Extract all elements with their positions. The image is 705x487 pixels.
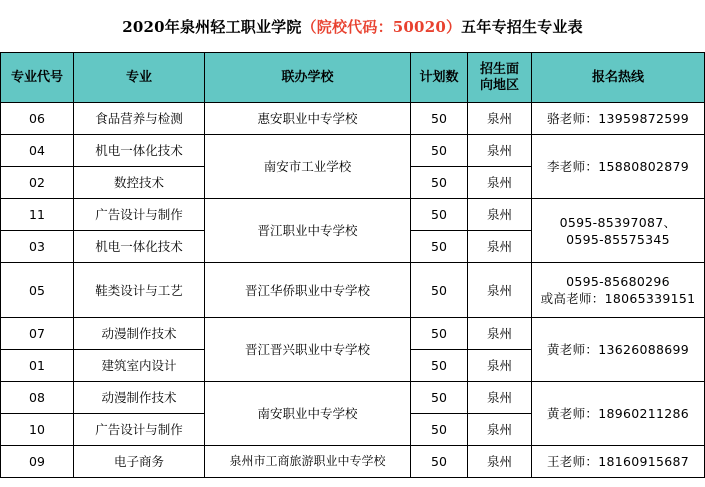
row-area: 泉州	[468, 350, 532, 382]
row-area: 泉州	[468, 199, 532, 231]
row-plan: 50	[411, 382, 468, 414]
row-school: 南安市工业学校	[205, 135, 411, 199]
row-area: 泉州	[468, 414, 532, 446]
row-major: 建筑室内设计	[74, 350, 205, 382]
row-code: 07	[1, 318, 74, 350]
header-plan: 计划数	[411, 53, 468, 103]
row-major: 鞋类设计与工艺	[74, 263, 205, 318]
hotline-line: 0595-85575345	[566, 231, 670, 247]
table-row	[1, 103, 705, 135]
row-school: 晋江华侨职业中专学校	[205, 263, 411, 318]
row-area: 泉州	[468, 231, 532, 263]
header-school: 联办学校	[205, 53, 411, 103]
table-row	[1, 382, 705, 414]
row-plan: 50	[411, 263, 468, 318]
row-hotline: 黄老师：18960211286	[532, 382, 705, 446]
row-plan: 50	[411, 350, 468, 382]
hotline-line: 0595-85680296	[566, 274, 670, 289]
row-code: 04	[1, 135, 74, 167]
row-major: 食品营养与检测	[74, 103, 205, 135]
row-major: 动漫制作技术	[74, 382, 205, 414]
table-row	[1, 199, 705, 231]
title-prefix: 2020年泉州轻工职业学院	[122, 17, 302, 36]
table-row	[1, 263, 705, 318]
row-code: 01	[1, 350, 74, 382]
row-hotline: 王老师：18160915687	[532, 446, 705, 478]
row-hotline	[532, 199, 705, 263]
page-title	[0, 0, 705, 52]
row-code: 10	[1, 414, 74, 446]
row-school: 惠安职业中专学校	[205, 103, 411, 135]
row-plan: 50	[411, 199, 468, 231]
header-major: 专业	[74, 53, 205, 103]
hotline-line: 或高老师：18065339151	[540, 291, 696, 306]
row-major: 机电一体化技术	[74, 135, 205, 167]
row-major: 机电一体化技术	[74, 231, 205, 263]
row-area: 泉州	[468, 446, 532, 478]
row-plan: 50	[411, 135, 468, 167]
row-school: 晋江职业中专学校	[205, 199, 411, 263]
row-hotline	[532, 263, 705, 318]
row-area: 泉州	[468, 263, 532, 318]
row-code: 03	[1, 231, 74, 263]
row-code: 09	[1, 446, 74, 478]
row-plan: 50	[411, 446, 468, 478]
row-area: 泉州	[468, 135, 532, 167]
row-major: 电子商务	[74, 446, 205, 478]
row-code: 05	[1, 263, 74, 318]
row-major: 广告设计与制作	[74, 414, 205, 446]
title-suffix: 五年专招生专业表	[461, 17, 583, 36]
row-area: 泉州	[468, 382, 532, 414]
row-school: 泉州市工商旅游职业中专学校	[205, 446, 411, 478]
table-header-row	[1, 53, 705, 103]
row-plan: 50	[411, 414, 468, 446]
row-area: 泉州	[468, 167, 532, 199]
row-area: 泉州	[468, 103, 532, 135]
row-code: 08	[1, 382, 74, 414]
row-hotline: 骆老师：13959872599	[532, 103, 705, 135]
row-code: 02	[1, 167, 74, 199]
row-school: 晋江晋兴职业中专学校	[205, 318, 411, 382]
row-plan: 50	[411, 231, 468, 263]
header-hotline: 报名热线	[532, 53, 705, 103]
table-row	[1, 446, 705, 478]
title-school-code: （院校代码：50020）	[301, 17, 462, 36]
table-row	[1, 318, 705, 350]
row-major: 广告设计与制作	[74, 199, 205, 231]
row-school: 南安职业中专学校	[205, 382, 411, 446]
row-major: 动漫制作技术	[74, 318, 205, 350]
row-area: 泉州	[468, 318, 532, 350]
header-code: 专业代号	[1, 53, 74, 103]
row-major: 数控技术	[74, 167, 205, 199]
row-hotline: 黄老师：13626088699	[532, 318, 705, 382]
table-row	[1, 135, 705, 167]
row-code: 06	[1, 103, 74, 135]
row-code: 11	[1, 199, 74, 231]
row-plan: 50	[411, 167, 468, 199]
header-area	[468, 53, 532, 103]
row-plan: 50	[411, 318, 468, 350]
header-area-text: 招生面向地区	[479, 61, 519, 93]
row-hotline: 李老师：15880802879	[532, 135, 705, 199]
row-plan: 50	[411, 103, 468, 135]
enrollment-table	[0, 52, 705, 478]
hotline-line: 0595-85397087、	[559, 214, 677, 230]
